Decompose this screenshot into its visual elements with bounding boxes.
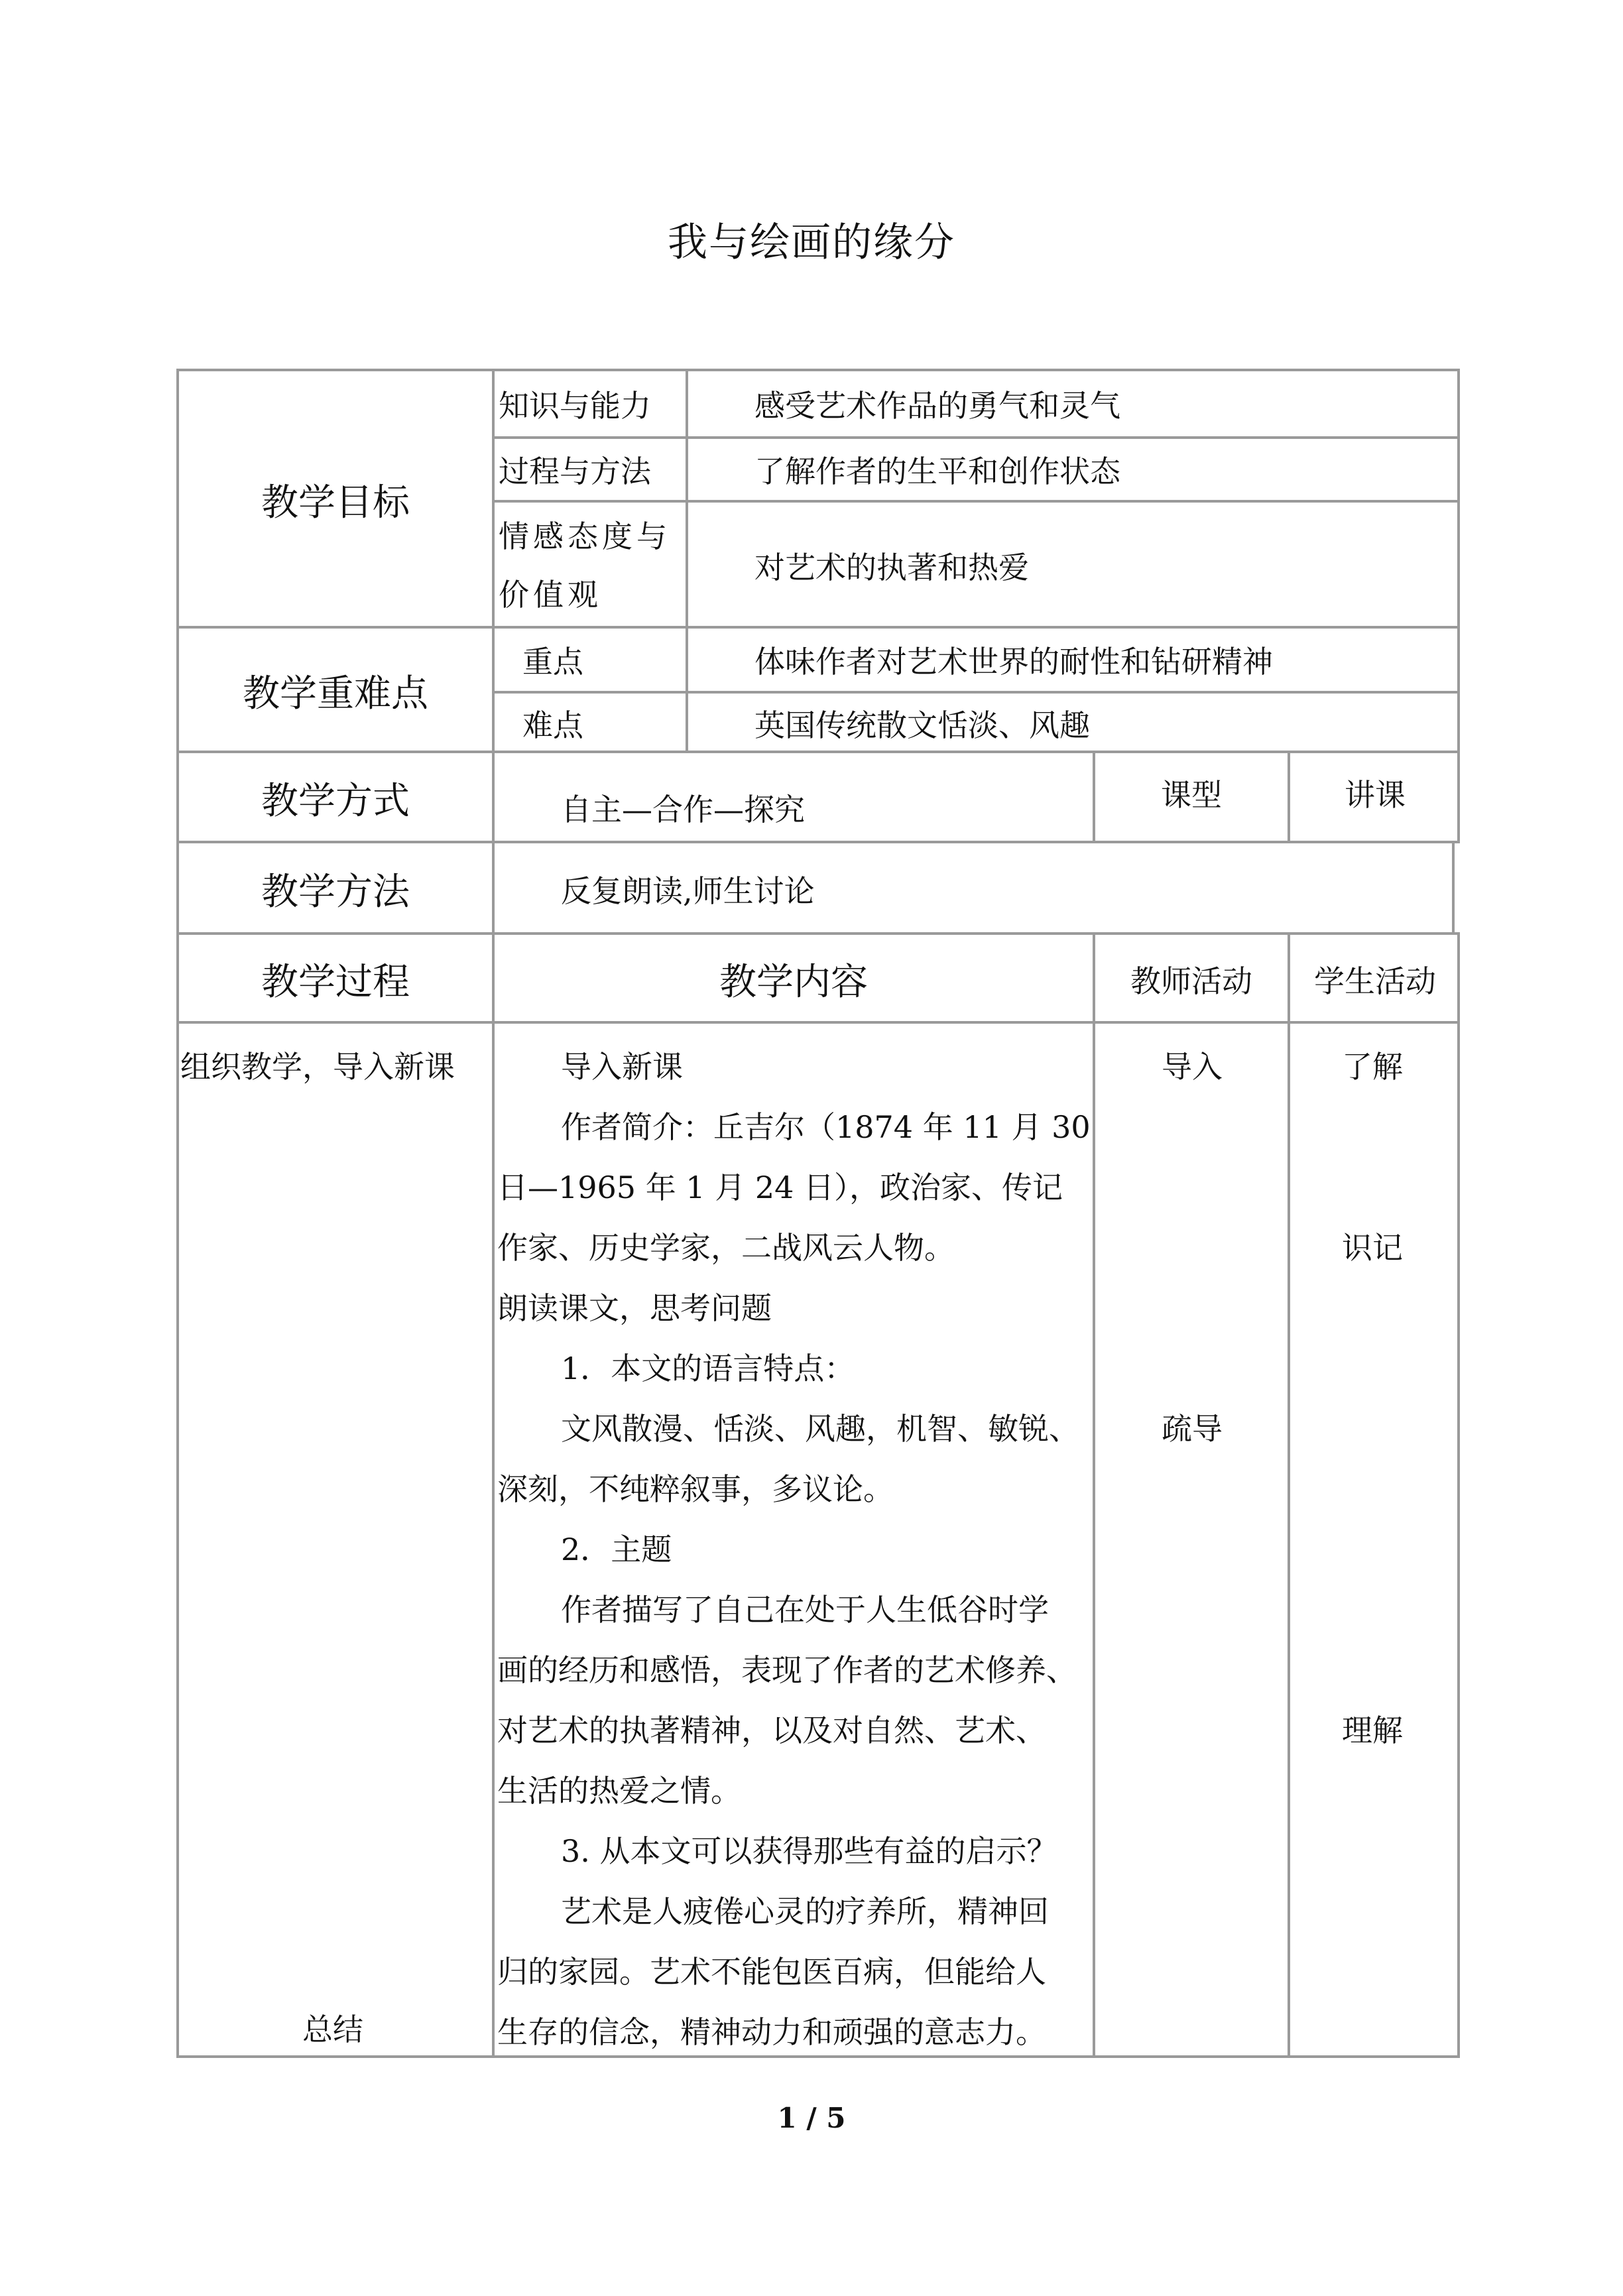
objective-category: 过程与方法 [499, 453, 651, 489]
objective-content: 了解作者的生平和创作状态 [754, 453, 1120, 489]
objective-content: 感受艺术作品的勇气和灵气 [754, 388, 1120, 424]
mode-label: 教学方式 [261, 780, 410, 823]
student-activity: 了解 [1342, 1049, 1403, 1085]
method-label: 教学方法 [261, 871, 410, 914]
objectives-section [176, 369, 1460, 629]
content-line: 日—1965 年 1 月 24 日），政治家、传记 [497, 1170, 1063, 1205]
content-line: 艺术是人疲倦心灵的疗养所，精神回 [561, 1894, 1049, 1929]
teacher-activity: 疏导 [1162, 1411, 1223, 1447]
content-line: 生存的信念，精神动力和顽强的意志力。 [497, 2014, 1046, 2050]
method-value: 反复朗读,师生讨论 [561, 873, 815, 909]
difficulty-label: 难点 [522, 707, 583, 743]
objective-category: 情感态度与价值观 [499, 518, 671, 613]
teacher-activity: 导入 [1162, 1049, 1223, 1085]
mode-section [176, 751, 1460, 843]
process-body [176, 1021, 1460, 2058]
key-point-content: 体味作者对艺术世界的耐性和钻研精神 [754, 644, 1273, 680]
student-activity: 识记 [1342, 1230, 1403, 1266]
student-column-header: 学生活动 [1314, 963, 1436, 999]
mode-value: 自主—合作—探究 [561, 792, 805, 827]
content-line: 朗读课文，思考问题 [497, 1290, 772, 1326]
objectives-label: 教学目标 [261, 481, 410, 524]
content-line: 文风散漫、恬淡、风趣，机智、敏锐、 [561, 1411, 1079, 1447]
content-line: 归的家园。艺术不能包医百病，但能给人 [497, 1954, 1046, 1990]
process-header [176, 932, 1460, 1024]
document-title: 我与绘画的缘分 [668, 219, 955, 266]
content-line: 作家、历史学家，二战风云人物。 [497, 1230, 955, 1266]
teacher-column-header: 教师活动 [1130, 963, 1252, 999]
content-line: 1．本文的语言特点： [561, 1351, 855, 1386]
content-line: 3. 从本文可以获得那些有益的启示？ [561, 1833, 1057, 1869]
student-activity: 理解 [1342, 1713, 1403, 1748]
content-line: 导入新课 [561, 1049, 683, 1085]
content-line: 对艺术的执著精神，以及对自然、艺术、 [497, 1713, 1046, 1748]
content-column-header: 教学内容 [719, 961, 868, 1004]
process-stage: 组织教学，导入新课 [180, 1049, 455, 1085]
content-line: 作者描写了自己在处于人生低谷时学 [561, 1592, 1049, 1628]
difficulties-label: 教学重难点 [243, 672, 428, 715]
process-stage: 总结 [302, 2012, 363, 2047]
method-section [176, 841, 1455, 935]
objective-content: 对艺术的执著和热爱 [754, 550, 1029, 585]
content-line: 画的经历和感悟，表现了作者的艺术修养、 [497, 1652, 1077, 1688]
difficulties-section [176, 626, 1460, 753]
difficulty-content: 英国传统散文恬淡、风趣 [754, 707, 1090, 743]
content-line: 作者简介：丘吉尔（1874 年 11 月 30 [561, 1109, 1091, 1145]
lesson-type-label: 课型 [1161, 777, 1222, 813]
objective-category: 知识与能力 [499, 388, 651, 424]
content-line: 生活的热爱之情。 [497, 1773, 741, 1809]
lesson-type-value: 讲课 [1345, 777, 1406, 813]
process-column-header: 教学过程 [261, 961, 410, 1004]
content-line: 深刻，不纯粹叙事，多议论。 [497, 1471, 894, 1507]
content-line: 2．主题 [561, 1532, 672, 1567]
page-number: 1 / 5 [777, 2102, 846, 2134]
key-point-label: 重点 [522, 644, 583, 680]
